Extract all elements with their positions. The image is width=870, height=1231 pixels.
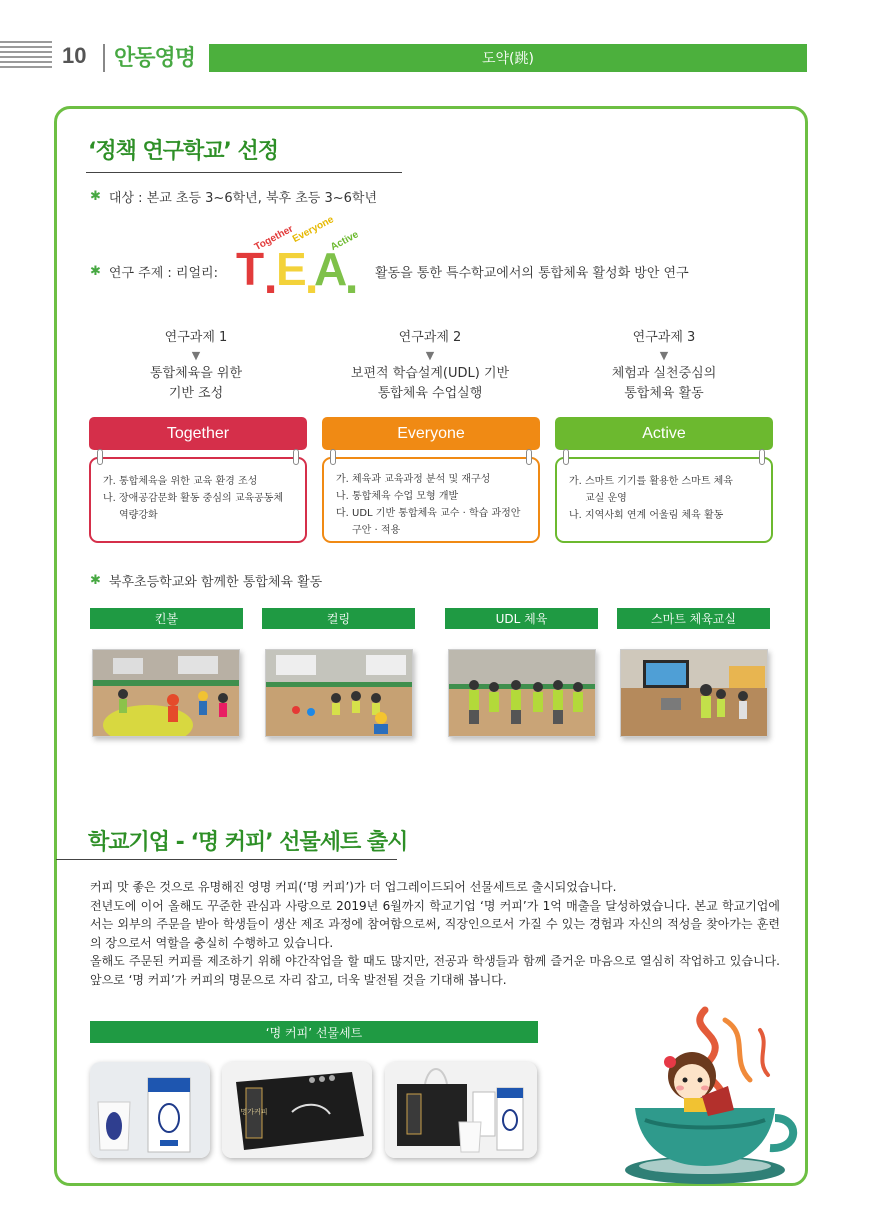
brand-logo: 안동영명 (114, 46, 196, 71)
section-title-research-school: ‘정책 연구학교’ 선정 (88, 139, 279, 164)
binder-ring-icon (563, 449, 569, 465)
photo-label-smart: 스마트 체육교실 (617, 608, 770, 629)
photo-curling (265, 649, 413, 737)
activity-text: 북후초등학교와 함께한 통합체육 활동 (108, 575, 323, 590)
task-line2: 기반 조성 (168, 386, 224, 401)
task-box-3 (555, 457, 773, 543)
star-bullet-icon: ✱ (90, 264, 101, 279)
section-title-underline (86, 172, 402, 173)
task-item: 가. 체육과 교육과정 분석 및 재구성 (336, 474, 491, 485)
gift-set-label: ‘명 커피’ 선물세트 (90, 1021, 538, 1043)
task-item: 구안 · 적용 (352, 525, 401, 536)
section-header-bar (209, 44, 807, 72)
task-item: 가. 스마트 기기를 활용한 스마트 체육 (569, 476, 733, 487)
section-title-coffee: 학교기업 - ‘명 커피’ 선물세트 출시 (88, 830, 408, 855)
binder-ring-icon (330, 449, 336, 465)
task-item: 나. 통합체육 수업 모형 개발 (336, 491, 459, 502)
photo-kinball (92, 649, 240, 737)
body-paragraph: 커피 맛 좋은 것으로 유명해진 영명 커피(‘명 커피’)가 더 업그레이드되어 선물세트로 출시되었습니다. (90, 880, 617, 894)
header-decor-lines (0, 41, 52, 71)
tea-word-active: Active (328, 229, 361, 253)
task-number: 연구과제 2 (398, 330, 462, 345)
task-number: 연구과제 3 (632, 330, 696, 345)
tea-dot-2: . (304, 257, 320, 303)
binder-ring-icon (293, 449, 299, 465)
photo-udl (448, 649, 596, 737)
body-paragraph: 올해도 주문된 커피를 제조하기 위해 야간작업을 할 때도 많지만, 전공과 학생들과 함께 즐거운 마음으로 열심히 작업하고 있습니다. 앞으로 ‘명 커피’가 커피의 명문으로 자리 잡고, 더욱 발전될 것을 기대해 봅니다. (90, 954, 780, 987)
tea-word-together: Together (252, 223, 296, 253)
task-number: 연구과제 1 (164, 330, 228, 345)
tea-letter-t: T (236, 243, 265, 295)
task-line2: 통합체육 수업실행 (377, 386, 483, 401)
task-line2: 통합체육 활동 (624, 386, 704, 401)
page-number: 10 (62, 43, 87, 68)
tea-dot-1: . (263, 257, 279, 303)
gift-photo-box (222, 1062, 372, 1158)
task-item: 다. UDL 기반 통합체육 교수 · 학습 과정안 (336, 508, 521, 519)
task-item: 가. 통합체육을 위한 교육 환경 조성 (103, 476, 258, 487)
topic-label: 연구 주제 : 리얼리: (108, 266, 218, 281)
section-header-title: 도약(跳) (482, 51, 534, 67)
photo-smart (620, 649, 768, 737)
task-item: 나. 지역사회 연계 어울림 체육 활동 (569, 510, 724, 521)
header-divider (103, 44, 105, 72)
down-triangle-icon: ▼ (191, 349, 201, 362)
section-title-underline (56, 859, 397, 860)
category-active: Active (555, 417, 773, 450)
task-box-1 (89, 457, 307, 543)
photo-label-udl: UDL 체육 (445, 608, 598, 629)
category-together: Together (89, 417, 307, 450)
star-bullet-icon: ✱ (90, 573, 101, 588)
task-head-1 (86, 328, 306, 404)
topic-bullet (90, 262, 218, 281)
binder-ring-icon (759, 449, 765, 465)
binder-ring-icon (526, 449, 532, 465)
category-everyone: Everyone (322, 417, 540, 450)
target-bullet (90, 187, 377, 206)
topic-suffix-text: 활동을 통한 특수학교에서의 통합체육 활성화 방안 연구 (375, 266, 689, 281)
photo-label-kinball: 킨볼 (90, 608, 243, 629)
topic-suffix (375, 262, 689, 281)
star-bullet-icon: ✱ (90, 189, 101, 204)
down-triangle-icon: ▼ (659, 349, 669, 362)
binder-ring-icon (97, 449, 103, 465)
task-head-3 (554, 328, 774, 404)
body-paragraph: 전년도에 이어 올해도 꾸준한 관심과 사랑으로 2019년 6월까지 학교기업 ‘명 커피’가 1억 매출을 달성하였습니다. 본교 학교기업에서는 외부의 주문을 받아 학생들이 생산 제조 과정에 참여함으로써, 직장인으로서 가질 수 있는 경험과 자신의 적성을 찾아가는 훈련의 장으로서 역할을 충실히 수행하고 있습니다. (90, 898, 780, 950)
activity-bullet (90, 571, 322, 590)
down-triangle-icon: ▼ (425, 349, 435, 362)
coffee-body (90, 878, 780, 989)
task-head-2 (320, 328, 540, 404)
task-line1: 체험과 실천중심의 (611, 366, 717, 381)
task-item: 교실 운영 (585, 493, 627, 504)
task-line1: 보편적 학습설계(UDL) 기반 (350, 366, 510, 381)
tea-dot-3: . (344, 257, 360, 303)
task-item: 역량강화 (119, 510, 158, 521)
task-item: 나. 장애공감문화 활동 중심의 교육공동체 (103, 493, 284, 504)
task-line1: 통합체육을 위한 (149, 366, 243, 381)
coffee-cup-illustration (610, 990, 810, 1190)
gift-photo-mug (90, 1062, 210, 1158)
photo-label-curling: 컬링 (262, 608, 415, 629)
gift-photo-set (385, 1062, 537, 1158)
tea-letter-e: E (276, 243, 307, 295)
target-text: 대상 : 본교 초등 3~6학년, 북후 초등 3~6학년 (108, 191, 378, 206)
tea-word-everyone: Everyone (290, 214, 336, 245)
box-brand-text: 명가커피 (240, 1108, 268, 1116)
task-box-2 (322, 457, 540, 543)
tea-letter-a: A (314, 243, 348, 295)
tea-logo (236, 214, 366, 303)
